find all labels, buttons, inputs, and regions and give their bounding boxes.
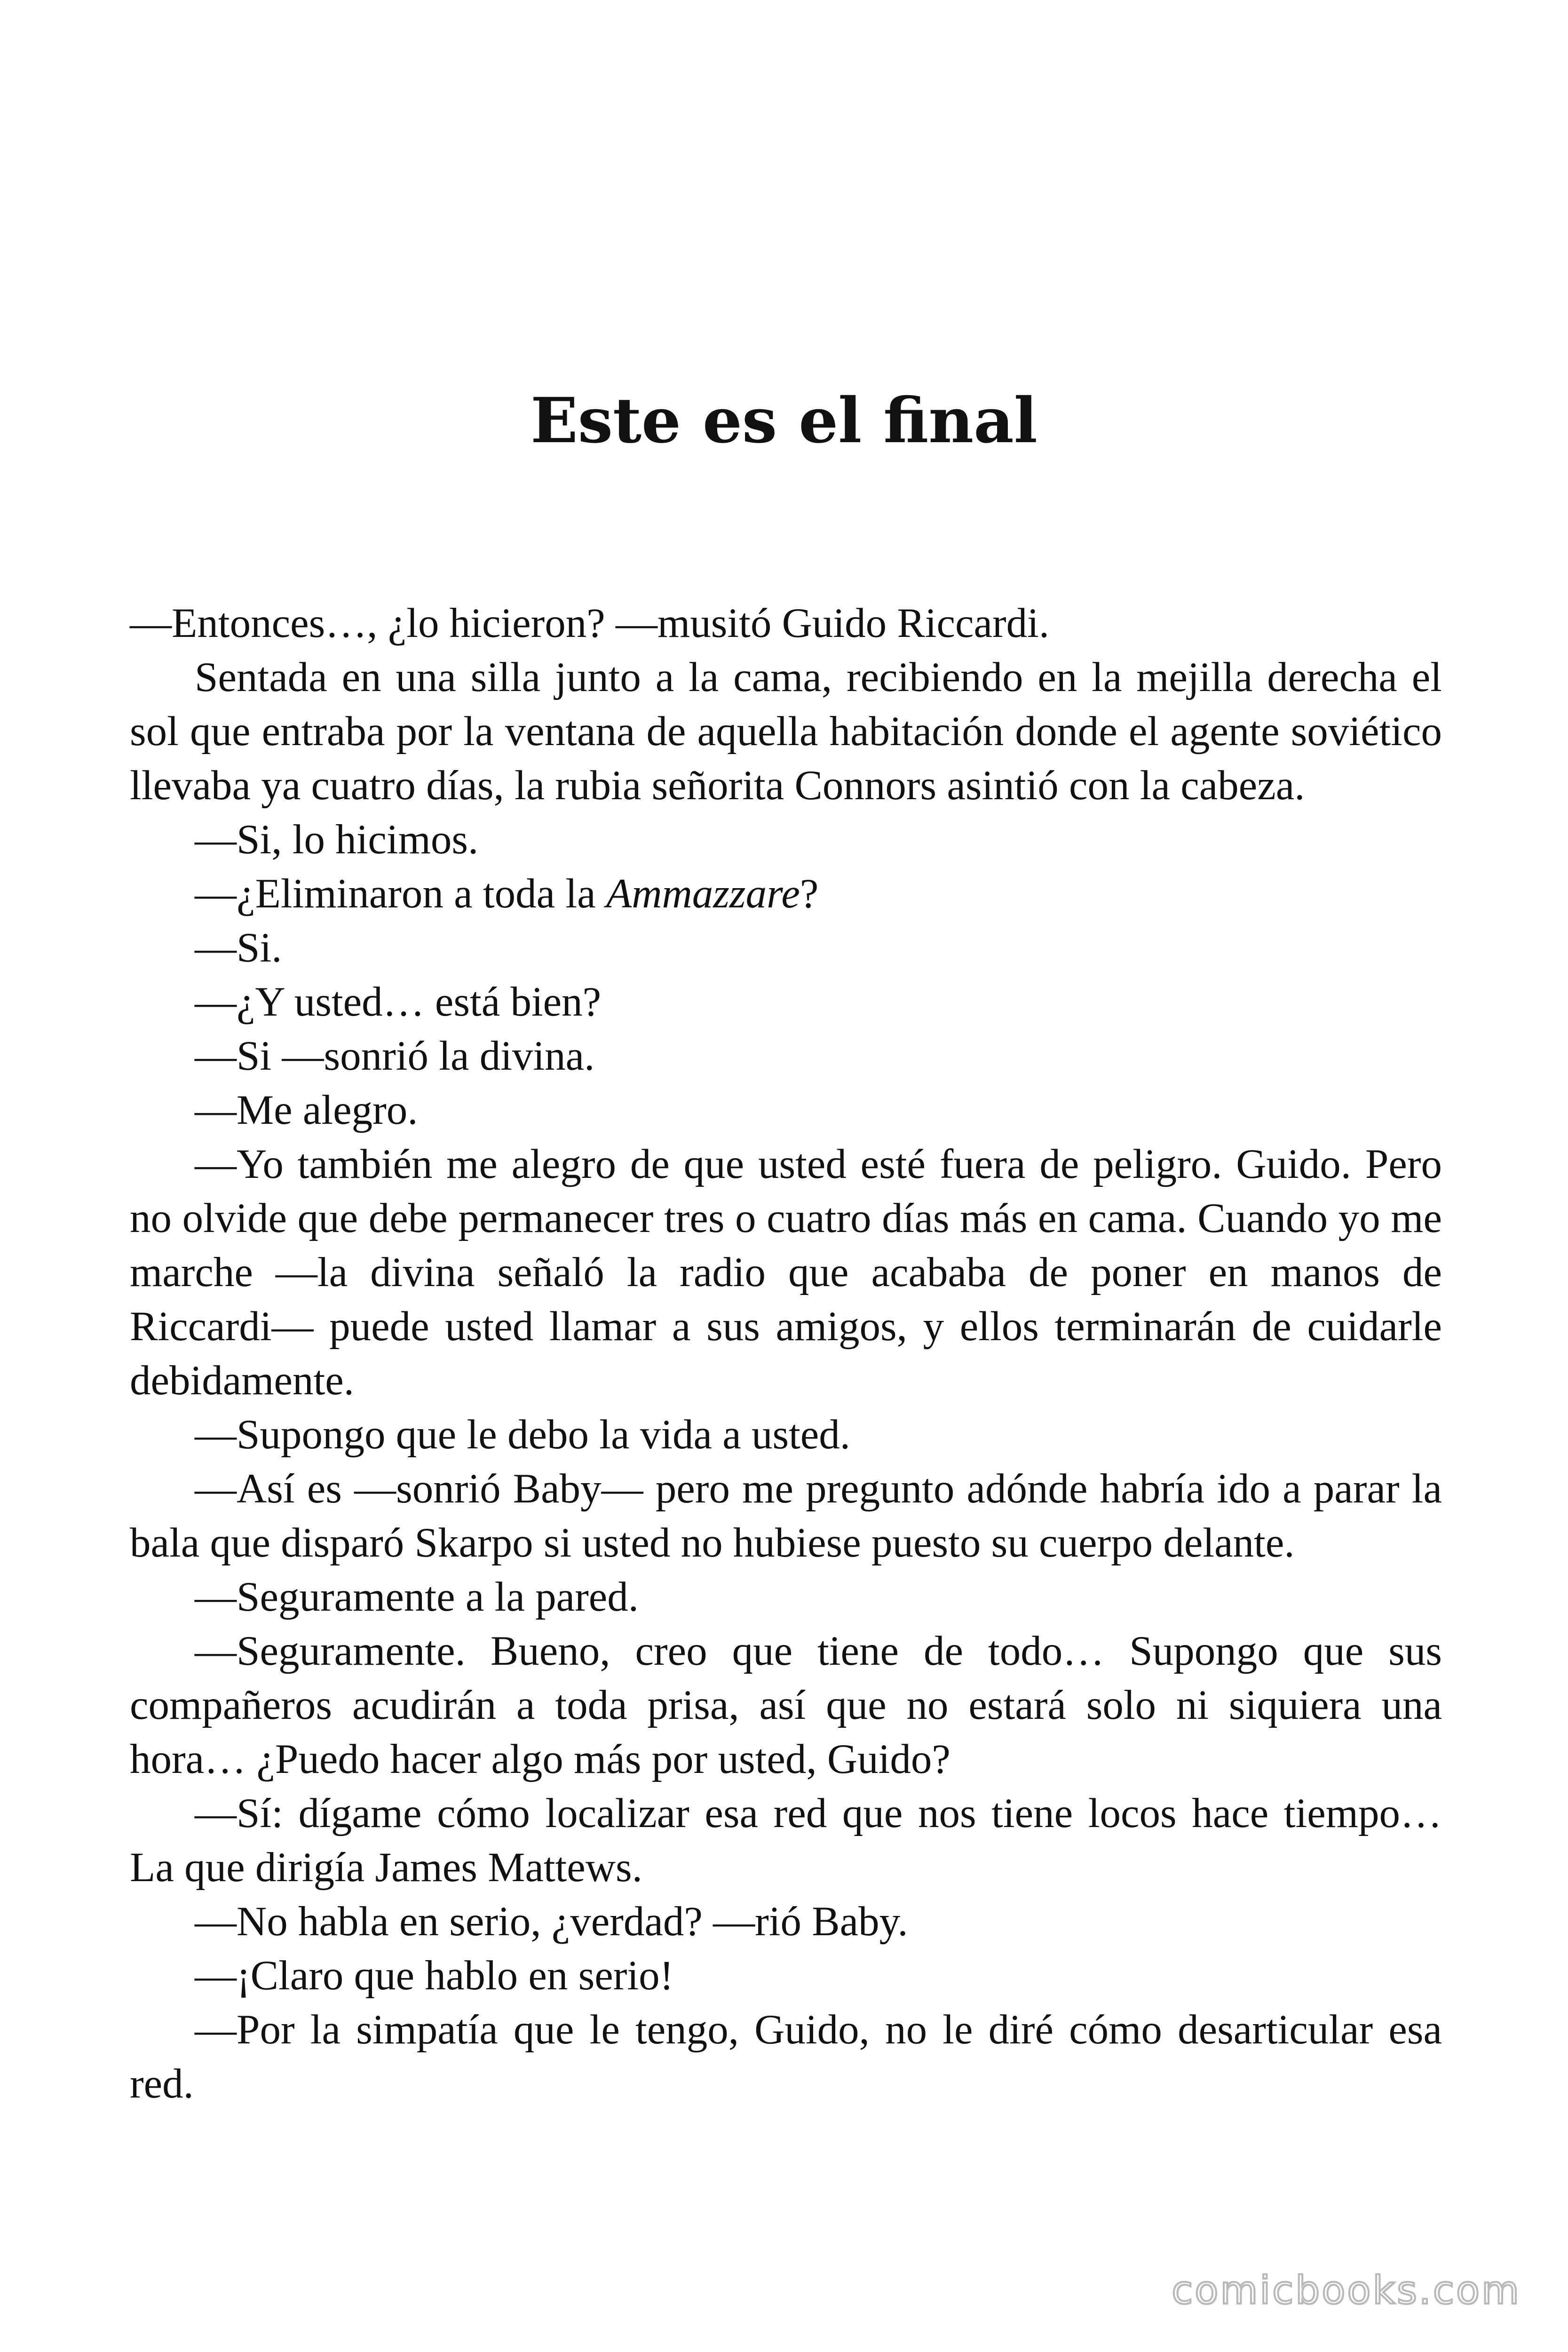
paragraph: —Si. [195,925,282,971]
paragraph: —¿Y usted… está bien? [195,979,602,1025]
paragraph: —Si, lo hicimos. [195,817,479,863]
paragraph-text: —¿Eliminaron a toda la [195,871,606,917]
paragraph: —¡Claro que hablo en serio! [195,1953,674,1999]
chapter-title: Este es el final [531,384,1037,457]
paragraph: —No habla en serio, ¿verdad? —rió Baby. [195,1899,908,1945]
paragraph: —Si —sonrió la divina. [195,1033,595,1079]
paragraph: —Yo también me alegro de que usted esté fuera de peligro. Guido. Pero no olvide que debe permanecer tres o cuatro días más en cama. Cuando yo me marche —la divina señaló la radio que acababa de poner en manos de Riccardi— puede usted llamar a sus amigos, y ellos terminarán de cuidarle debidamente. [130,1141,1442,1404]
paragraph: Sentada en una silla junto a la cama, recibiendo en la mejilla derecha el sol que entraba por la ventana de aquella habitación donde el agente soviético llevaba ya cuatro días, la rubia señorita Connors asintió con la cabeza. [130,654,1442,809]
paragraph: —Me alegro. [195,1087,418,1133]
paragraph-text: ? [800,871,819,917]
paragraph: —Supongo que le debo la vida a usted. [195,1412,851,1458]
italic-term: Ammazzare [606,871,800,917]
watermark: comicbooks.com [1172,2268,1521,2313]
paragraph: —Por la simpatía que le tengo, Guido, no le diré cómo desarticular esa red. [130,2007,1442,2107]
chapter-body [130,596,1442,2111]
paragraph: —Así es —sonrió Baby— pero me pregunto adónde habría ido a parar la bala que disparó Skarpo si usted no hubiese puesto su cuerpo delante. [130,1466,1442,1566]
paragraph: —Sí: dígame cómo localizar esa red que nos tiene locos hace tiempo… La que dirigía James Mattews. [130,1790,1442,1891]
paragraph: —Seguramente. Bueno, creo que tiene de todo… Supongo que sus compañeros acudirán a toda prisa, así que no estará solo ni siquiera una hora… ¿Puedo hacer algo más por usted, Guido? [130,1628,1442,1782]
paragraph [130,867,1442,921]
paragraph: —Seguramente a la pared. [195,1574,639,1620]
paragraph: —Entonces…, ¿lo hicieron? —musitó Guido Riccardi. [130,600,1050,646]
